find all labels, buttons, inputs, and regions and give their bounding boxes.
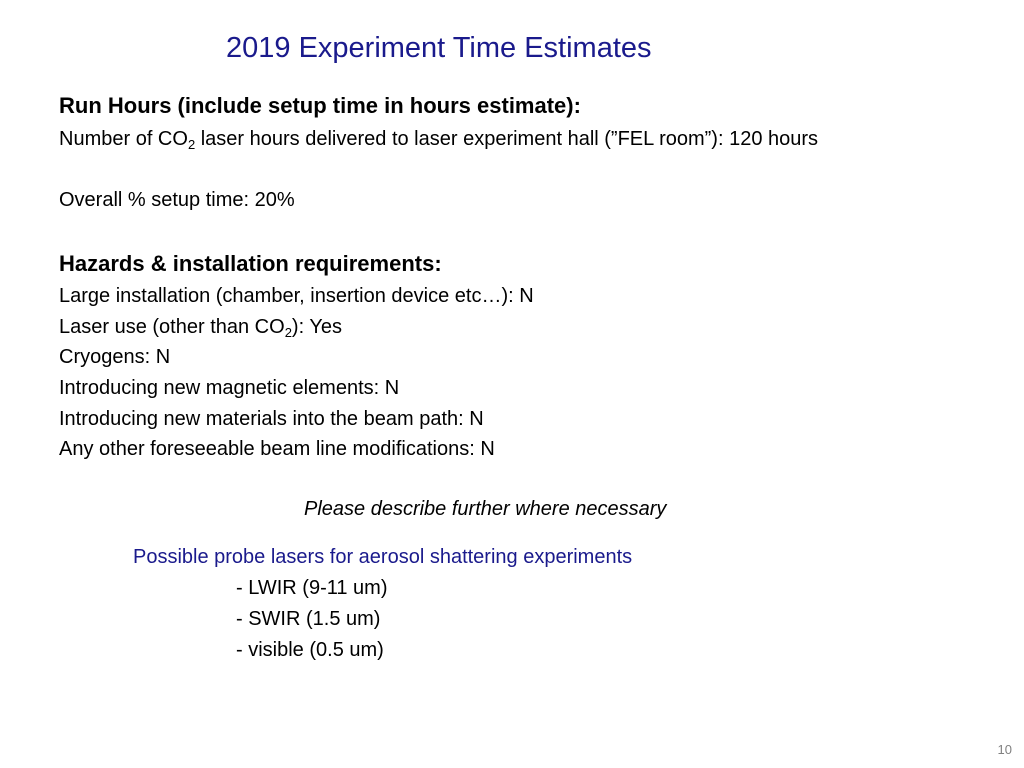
- run-hours-heading: Run Hours (include setup time in hours estimate):: [59, 93, 581, 118]
- hazards-heading: Hazards & installation requirements:: [59, 251, 442, 276]
- describe-note: Please describe further where necessary: [304, 498, 667, 520]
- probe-laser-item: - LWIR (9-11 um): [236, 577, 388, 599]
- magnetic-elements-line: Introducing new magnetic elements: N: [59, 377, 400, 399]
- large-installation-line: Large installation (chamber, insertion device etc…): N: [59, 285, 534, 307]
- laser-hours-subscript: 2: [187, 137, 196, 152]
- laser-use-subscript: 2: [284, 325, 292, 340]
- laser-hours-suffix: laser hours delivered to laser experiment hall (”FEL room”): 120 hours: [195, 128, 819, 150]
- probe-laser-item: - visible (0.5 um): [236, 639, 384, 661]
- new-materials-line: Introducing new materials into the beam path: N: [59, 408, 484, 430]
- page-title: 2019 Experiment Time Estimates: [226, 32, 652, 64]
- page-number: 10: [997, 742, 1012, 757]
- cryogens-line: Cryogens: N: [59, 346, 171, 368]
- probe-laser-item: - SWIR (1.5 um): [236, 608, 381, 630]
- laser-use-prefix: Laser use (other than CO: [59, 316, 285, 338]
- probe-lasers-title: Possible probe lasers for aerosol shattering experiments: [133, 546, 633, 568]
- laser-hours-line: [59, 127, 818, 151]
- beamline-modifications-line: Any other foreseeable beam line modifications: N: [59, 438, 495, 460]
- laser-hours-prefix: Number of CO: [59, 128, 188, 150]
- laser-use-suffix: ): Yes: [291, 316, 342, 338]
- setup-time-line: Overall % setup time: 20%: [59, 189, 295, 211]
- laser-use-line: [59, 315, 342, 339]
